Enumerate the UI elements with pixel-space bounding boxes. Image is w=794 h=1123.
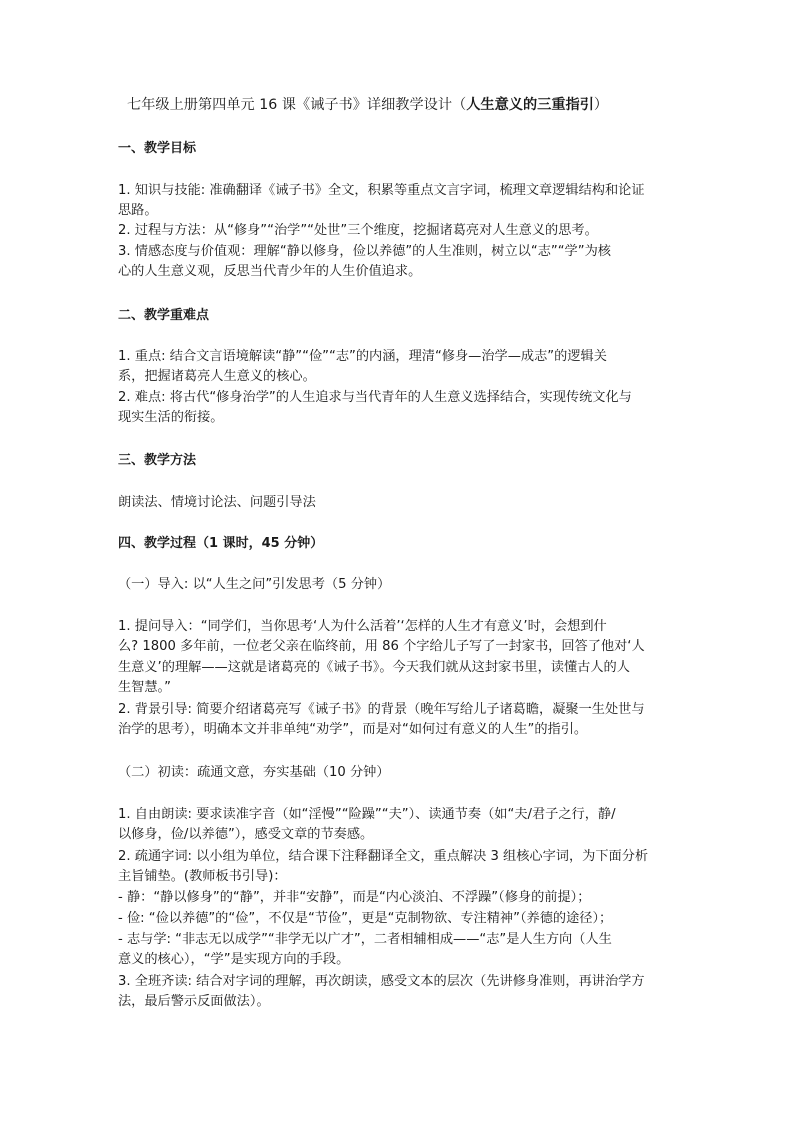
list-item-line: - 静：“静以修身”的“静”，并非“安静”，而是“内心淡泊、不浮躁”（修身的前提）； [118, 890, 591, 905]
paragraph-line: 以修身，俭/以养德”），感受文章的节奏感。 [118, 827, 374, 842]
objective-line: 1. 知识与技能: 准确翻译《诫子书》全文，积累等重点文言字词，梳理文章逻辑结构和论证 [118, 183, 645, 198]
paragraph-line: 2. 背景引导: 简要介绍诸葛亮写《诫子书》的背景（晚年写给儿子诸葛瞻，凝聚一生处世与 [118, 702, 645, 717]
list-item-line: - 志与学: “非志无以成学”“非学无以广才”，二者相辅相成——“志”是人生方向（人生 [118, 932, 612, 947]
process-heading-mid: 课时， [218, 536, 262, 551]
heading-teaching-process [118, 535, 323, 553]
paragraph-line: 2. 疏通字词: 以小组为单位，结合课下注释翻译全文，重点解决 3 组核心字词，为下面分析 [118, 849, 649, 864]
document-title [127, 96, 608, 114]
key-point-line: 1. 重点: 结合文言语境解读“静”“俭”“志”的内涵，理清“修身—治学—成志”的逻辑关 [118, 349, 607, 364]
key-point-line: 2. 难点: 将古代“修身治学”的人生追求与当代青年的人生意义选择结合，实现传统文化与 [118, 390, 632, 405]
title-bold: 人生意义的三重指引 [466, 97, 594, 113]
subheading-introduction: （一）导入: 以“人生之问”引发思考（5 分钟） [118, 577, 391, 592]
process-heading-num2: 45 [261, 536, 280, 551]
title-end: ） [593, 97, 609, 113]
heading-teaching-objectives: 一、教学目标 [118, 141, 197, 156]
objective-line: 2. 过程与方法：从“修身”“治学”“处世”三个维度，挖掘诸葛亮对人生意义的思考。 [118, 223, 598, 238]
paragraph-line: 3. 全班齐读: 结合对字词的理解，再次朗读，感受文本的层次（先讲修身准则，再讲治学方 [118, 974, 645, 989]
paragraph-line: 生智慧。” [118, 680, 171, 695]
paragraph-line: 生意义’的理解——这就是诸葛亮的《诫子书》。今天我们就从这封家书里，读懂古人的人 [118, 660, 630, 675]
key-point-line: 系，把握诸葛亮人生意义的核心。 [118, 369, 316, 384]
process-heading-main: 四、教学过程（ [118, 536, 210, 551]
objective-line: 3. 情感态度与价值观：理解“静以修身，俭以养德”的人生准则，树立以“志”“学”为核 [118, 244, 611, 259]
heading-key-difficulties: 二、教学重难点 [118, 308, 210, 323]
heading-teaching-methods: 三、教学方法 [118, 453, 197, 468]
objective-line: 心的人生意义观，反思当代青少年的人生价值追求。 [118, 264, 422, 279]
paragraph-line: 1. 自由朗读: 要求读准字音（如“淫慢”“险躁”“夫”）、读通节奏（如“夫/君子之行，静/ [118, 807, 616, 822]
key-point-line: 现实生活的衔接。 [118, 410, 224, 425]
paragraph-line: 治学的思考），明确本文并非单纯“劝学”，而是对“如何过有意义的人生”的指引。 [118, 722, 588, 737]
objective-line: 思路。 [118, 203, 158, 218]
paragraph-line: 么? 1800 多年前，一位老父亲在临终前，用 86 个字给儿子写了一封家书，回答了他对‘人 [118, 639, 645, 654]
paragraph-line: 法，最后警示反面做法）。 [118, 994, 270, 1009]
title-main: 七年级上册第四单元 16 课《诫子书》详细教学设计（ [127, 97, 467, 113]
process-heading-num: 1 [209, 536, 219, 551]
methods-text: 朗读法、情境讨论法、问题引导法 [118, 495, 316, 510]
paragraph-line: 1. 提问导入：“同学们，当你思考‘人为什么活着’‘怎样的人生才有意义’时，会想到什 [118, 619, 607, 634]
list-item-line: - 俭: “俭以养德”的“俭”，不仅是“节俭”，更是“克制物欲、专注精神”（养德的途径）； [118, 911, 613, 926]
paragraph-line: 主旨铺垫。(教师板书引导)： [118, 869, 287, 884]
subheading-first-reading: （二）初读：疏通文意，夯实基础（10 分钟） [118, 765, 390, 780]
list-item-line: 意义的核心），“学”是实现方向的手段。 [118, 952, 350, 967]
process-heading-end: 分钟） [279, 536, 324, 551]
